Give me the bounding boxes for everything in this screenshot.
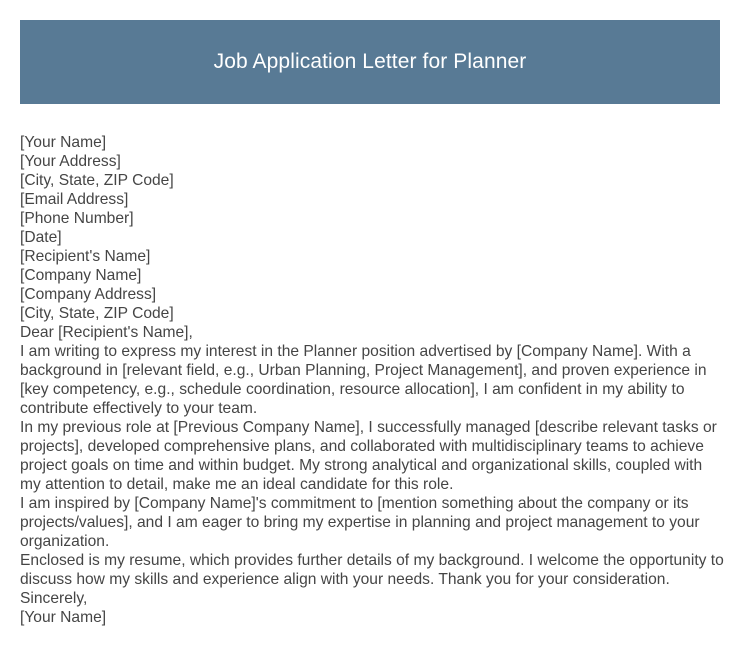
closing: Sincerely, [20, 590, 88, 607]
paragraph-intro: I am writing to express my interest in the Planner position advertised by [Company Name]. With a background in [relevant field, e.g., Urban Planning, Project Management], and proven experience in [key competency, e.g., schedule coordination, resource allocation], I am confident in my ability to contribute effectively to your team. [20, 343, 707, 417]
sender-phone: [Phone Number] [20, 210, 134, 227]
paragraph-experience: In my previous role at [Previous Company Name], I successfully managed [describe relevant tasks or projects], developed comprehensive plans, and collaborated with multidisciplinary teams to achieve project goals on time and within budget. My strong analytical and organizational skills, coupled with my attention to detail, make me an ideal candidate for this role. [20, 419, 717, 493]
letter-date: [Date] [20, 229, 62, 246]
signature: [Your Name] [20, 609, 107, 626]
paragraph-company: I am inspired by [Company Name]'s commitment to [mention something about the company or its projects/values], and I am eager to bring my expertise in planning and project management to your organization. [20, 495, 700, 550]
letter-body [20, 133, 724, 627]
sender-name: [Your Name] [20, 134, 107, 151]
sender-address: [Your Address] [20, 153, 121, 170]
salutation: Dear [Recipient's Name], [20, 324, 193, 341]
title-banner [20, 20, 720, 104]
recipient-name: [Recipient's Name] [20, 248, 151, 265]
paragraph-closing: Enclosed is my resume, which provides further details of my background. I welcome the opportunity to discuss how my skills and experience align with your needs. Thank you for your consideration. [20, 552, 724, 588]
recipient-city-state-zip: [City, State, ZIP Code] [20, 305, 174, 322]
page-title: Job Application Letter for Planner [213, 50, 527, 73]
sender-city-state-zip: [City, State, ZIP Code] [20, 172, 174, 189]
sender-email: [Email Address] [20, 191, 129, 208]
recipient-company: [Company Name] [20, 267, 142, 284]
recipient-address: [Company Address] [20, 286, 157, 303]
